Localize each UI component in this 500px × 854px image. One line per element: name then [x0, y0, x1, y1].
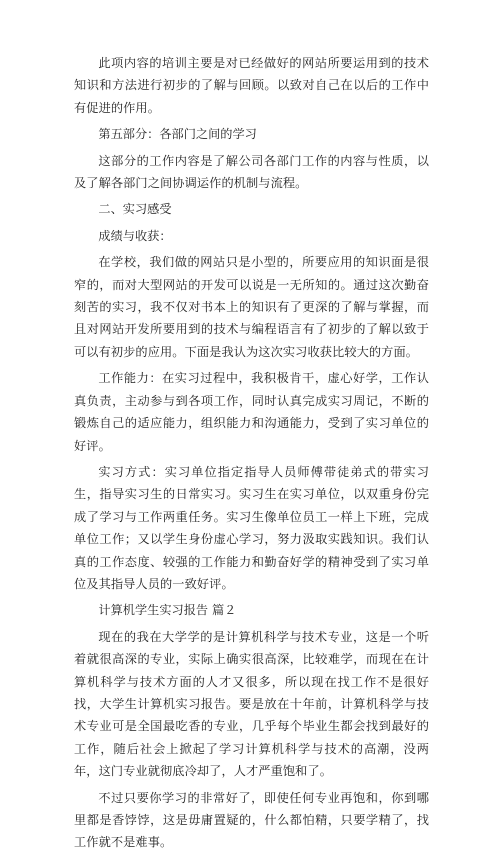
paragraph-work-ability: 工作能力：在实习过程中，我积极肯干，虚心好学，工作认真负责，主动参与到各项工作，同时认真完成实习周记，不断的锻炼自己的适应能力，组织能力和沟通能力，受到了实习单位的好评。 — [74, 371, 429, 453]
heading-achievements: 成绩与收获： — [98, 228, 172, 243]
document-body — [74, 52, 429, 854]
paragraph-internship-method: 实习方式：实习单位指定指导人员师傅带徒弟式的带实习生，指导实习生的日常实习。实习生在实习单位，以双重身份完成了学习与工作两重任务。实习生像单位员工一样上下班，完成单位工作；又以学生身份虚心学习，努力汲取实践知识。我们认真的工作态度、较强的工作能力和勤奋好学的精神受到了实习单位及其指导人员的一致好评。 — [74, 464, 429, 591]
heading-internship-feelings: 二、实习感受 — [98, 202, 172, 217]
paragraph-school-vs-internship: 在学校，我们做的网站只是小型的，所要应用的知识面是很窄的，而对大型网站的开发可以说是一无所知的。通过这次勤奋刻苦的实习，我不仅对书本上的知识有了更深的了解与掌握，而且对网站开发所要用到的技术与编程语言有了初步的了解以致于可以有初步的应用。下面是我认为这次实习收获比较大的方面。 — [74, 255, 429, 359]
paragraph-study-well: 不过只要你学习的非常好了，即使任何专业再饱和，你到哪里都是香饽饽，这是毋庸置疑的，什么都怕精，只要学精了，找工作就不是难事。 — [74, 790, 429, 850]
heading-report-part-two: 计算机学生实习报告 篇２ — [98, 603, 237, 618]
paragraph-training-review: 此项内容的培训主要是对已经做好的网站所要运用到的技术知识和方法进行初步的了解与回顾。以致对自己在以后的工作中有促进的作用。 — [74, 56, 429, 115]
paragraph-departments: 这部分的工作内容是了解公司各部门工作的内容与性质，以及了解各部门之间协调运作的机制与流程。 — [74, 153, 429, 191]
paragraph-computer-science-major: 现在的我在大学学的是计算机科学与技术专业，这是一个听着就很高深的专业，实际上确实很高深，比较难学，而现在在计算机科学与技术方面的人才又很多，所以现在找工作不是很好找，大学生计算机实习报告。要是放在十年前，计算机科学与技术专业可是全国最吃香的专业，几乎每个毕业生都会找到最好的工作，随后社会上掀起了学习计算机科学与技术的高潮，没两年，这门专业就彻底冷却了，人才严重饱和了。 — [74, 629, 429, 779]
heading-part-five: 第五部分：各部门之间的学习 — [98, 127, 257, 142]
